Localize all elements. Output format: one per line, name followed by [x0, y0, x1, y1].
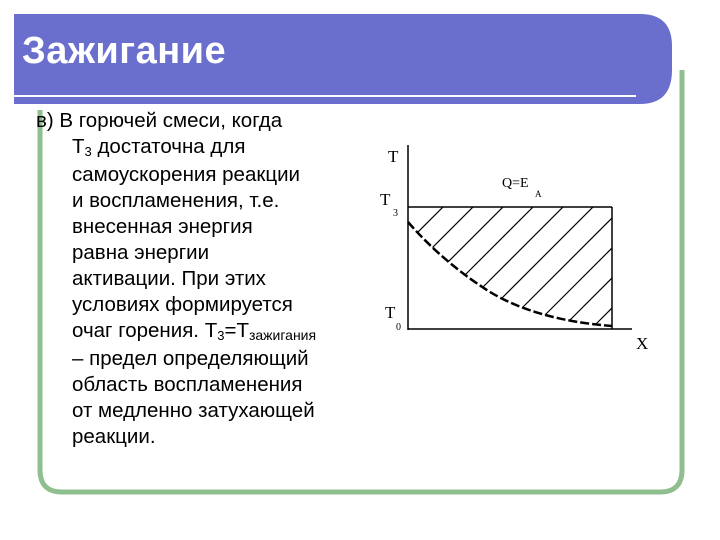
text-line-2-rest: достаточна для — [91, 135, 246, 158]
t3-subscript: 3 — [84, 144, 92, 159]
text-line-4: и воспламенения, т.е. — [72, 189, 280, 212]
decay-curve — [408, 222, 612, 326]
hatched-region — [400, 205, 700, 325]
t3-label: T — [380, 190, 391, 209]
text-line-5: внесенная энергия — [72, 215, 253, 238]
q-equals-ea-sub: A — [535, 189, 542, 199]
text-line-7: активации. При этих — [72, 267, 266, 290]
text-line-8: условиях формируется — [72, 293, 293, 316]
slide-title: Зажигание — [22, 30, 227, 72]
t0-label-sub: 0 — [396, 322, 401, 333]
t0-label: T — [385, 303, 396, 322]
x-axis-label: X — [636, 334, 649, 353]
text-line-10: – предел определяющий — [72, 347, 309, 370]
text-line-9-start: очаг горения. Т — [72, 319, 218, 342]
text-line-3: самоускорения реакции — [72, 163, 300, 186]
y-axis-label: T — [388, 147, 399, 166]
t3-subscript-2: 3 — [217, 328, 225, 343]
text-line-13: реакции. — [72, 425, 156, 448]
t3-label-sub: 3 — [393, 208, 398, 219]
text-line-12: от медленно затухающей — [72, 399, 315, 422]
text-line-6: равна энергии — [72, 241, 210, 264]
ignition-subscript: зажигания — [248, 327, 317, 343]
text-line-1: в) В горючей смеси, когда — [36, 109, 283, 132]
t3-symbol: Т — [72, 135, 85, 158]
text-line-11: область воспламенения — [72, 373, 303, 396]
text-line-9-eq: =Т — [224, 319, 249, 342]
q-equals-ea-label: Q=E — [502, 176, 529, 191]
